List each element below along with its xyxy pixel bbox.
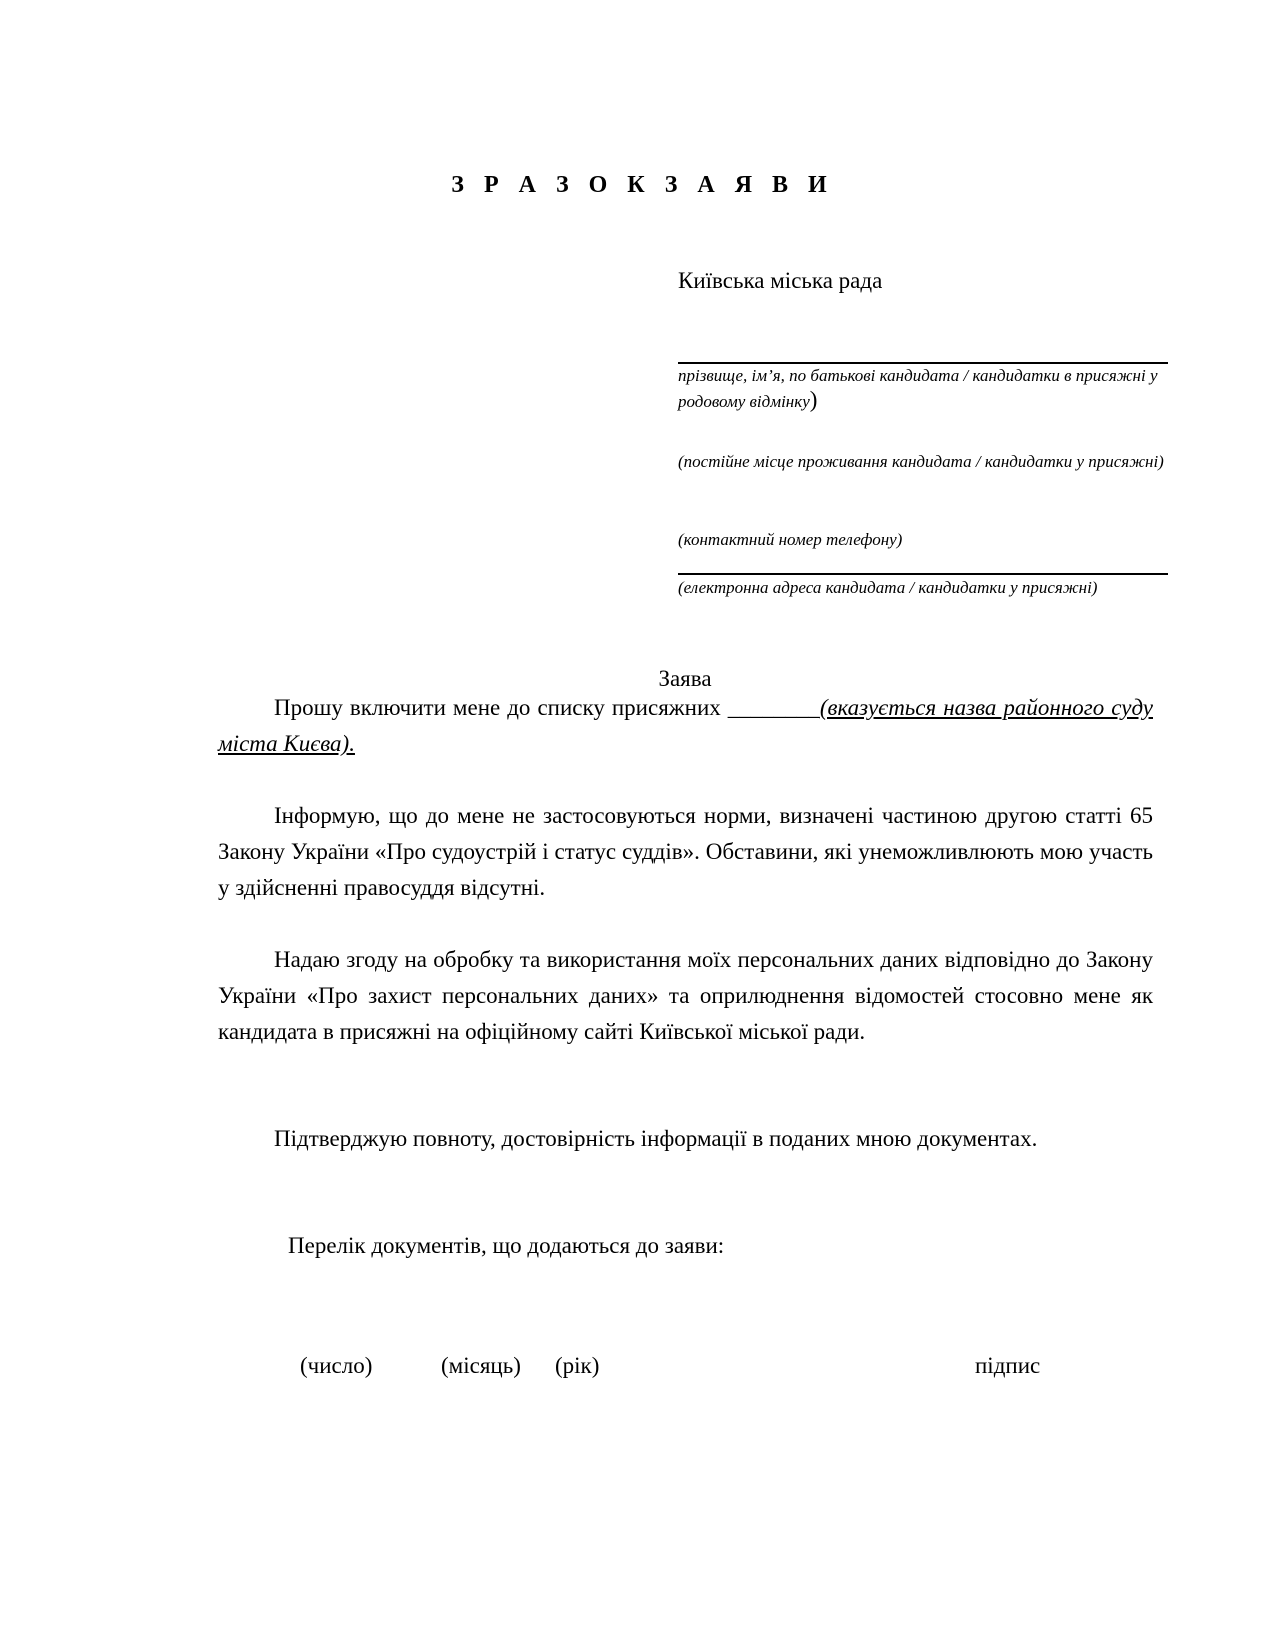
name-caption-text: прізвище, ім’я, по батькові кандидата / кандидатки в присяжні у родовому відмінку (678, 366, 1158, 411)
email-signature-line (678, 573, 1168, 575)
request-text: Прошу включити мене до списку присяжних ________ (274, 695, 820, 720)
court-name-placeholder: (вказується назва районного суду міста Києва). (218, 695, 1153, 756)
residence-caption: (постійне місце проживання кандидата / кандидатки у присяжні) (678, 452, 1164, 471)
date-year-label: (рік) (555, 1353, 600, 1378)
documents-list-label: Перелік документів, що додаються до заяви: (288, 1233, 725, 1258)
name-caption (678, 364, 1168, 414)
document-title: З Р А З О К З А Я В И (451, 172, 834, 198)
confirm-paragraph: Підтверджую повноту, достовірність інформації в поданих мною документах. (274, 1126, 1038, 1151)
name-caption-paren: ) (809, 387, 818, 412)
date-day-label: (число) (300, 1353, 373, 1378)
application-heading: Заява (658, 666, 712, 691)
signature-label: підпис (975, 1353, 1041, 1378)
email-caption: (електронна адреса кандидата / кандидатки у присяжні) (678, 578, 1098, 597)
norms-paragraph: Інформую, що до мене не застосовуються норми, визначені частиною другою статті 65 Закону України «Про судоустрій і статус суддів». Обставини, які унеможливлюють мою участь у здійсненні правосуддя відсутні. (218, 803, 1153, 900)
addressee: Київська міська рада (678, 268, 883, 293)
consent-paragraph: Надаю згоду на обробку та використання моїх персональних даних відповідно до Закону України «Про захист персональних даних» та оприлюднення відомостей стосовно мене як кандидата в присяжні на офіційному сайті Київської міської ради. (218, 947, 1153, 1044)
request-paragraph (218, 690, 1153, 762)
date-month-label: (місяць) (441, 1353, 521, 1378)
phone-caption: (контактний номер телефону) (678, 530, 903, 549)
